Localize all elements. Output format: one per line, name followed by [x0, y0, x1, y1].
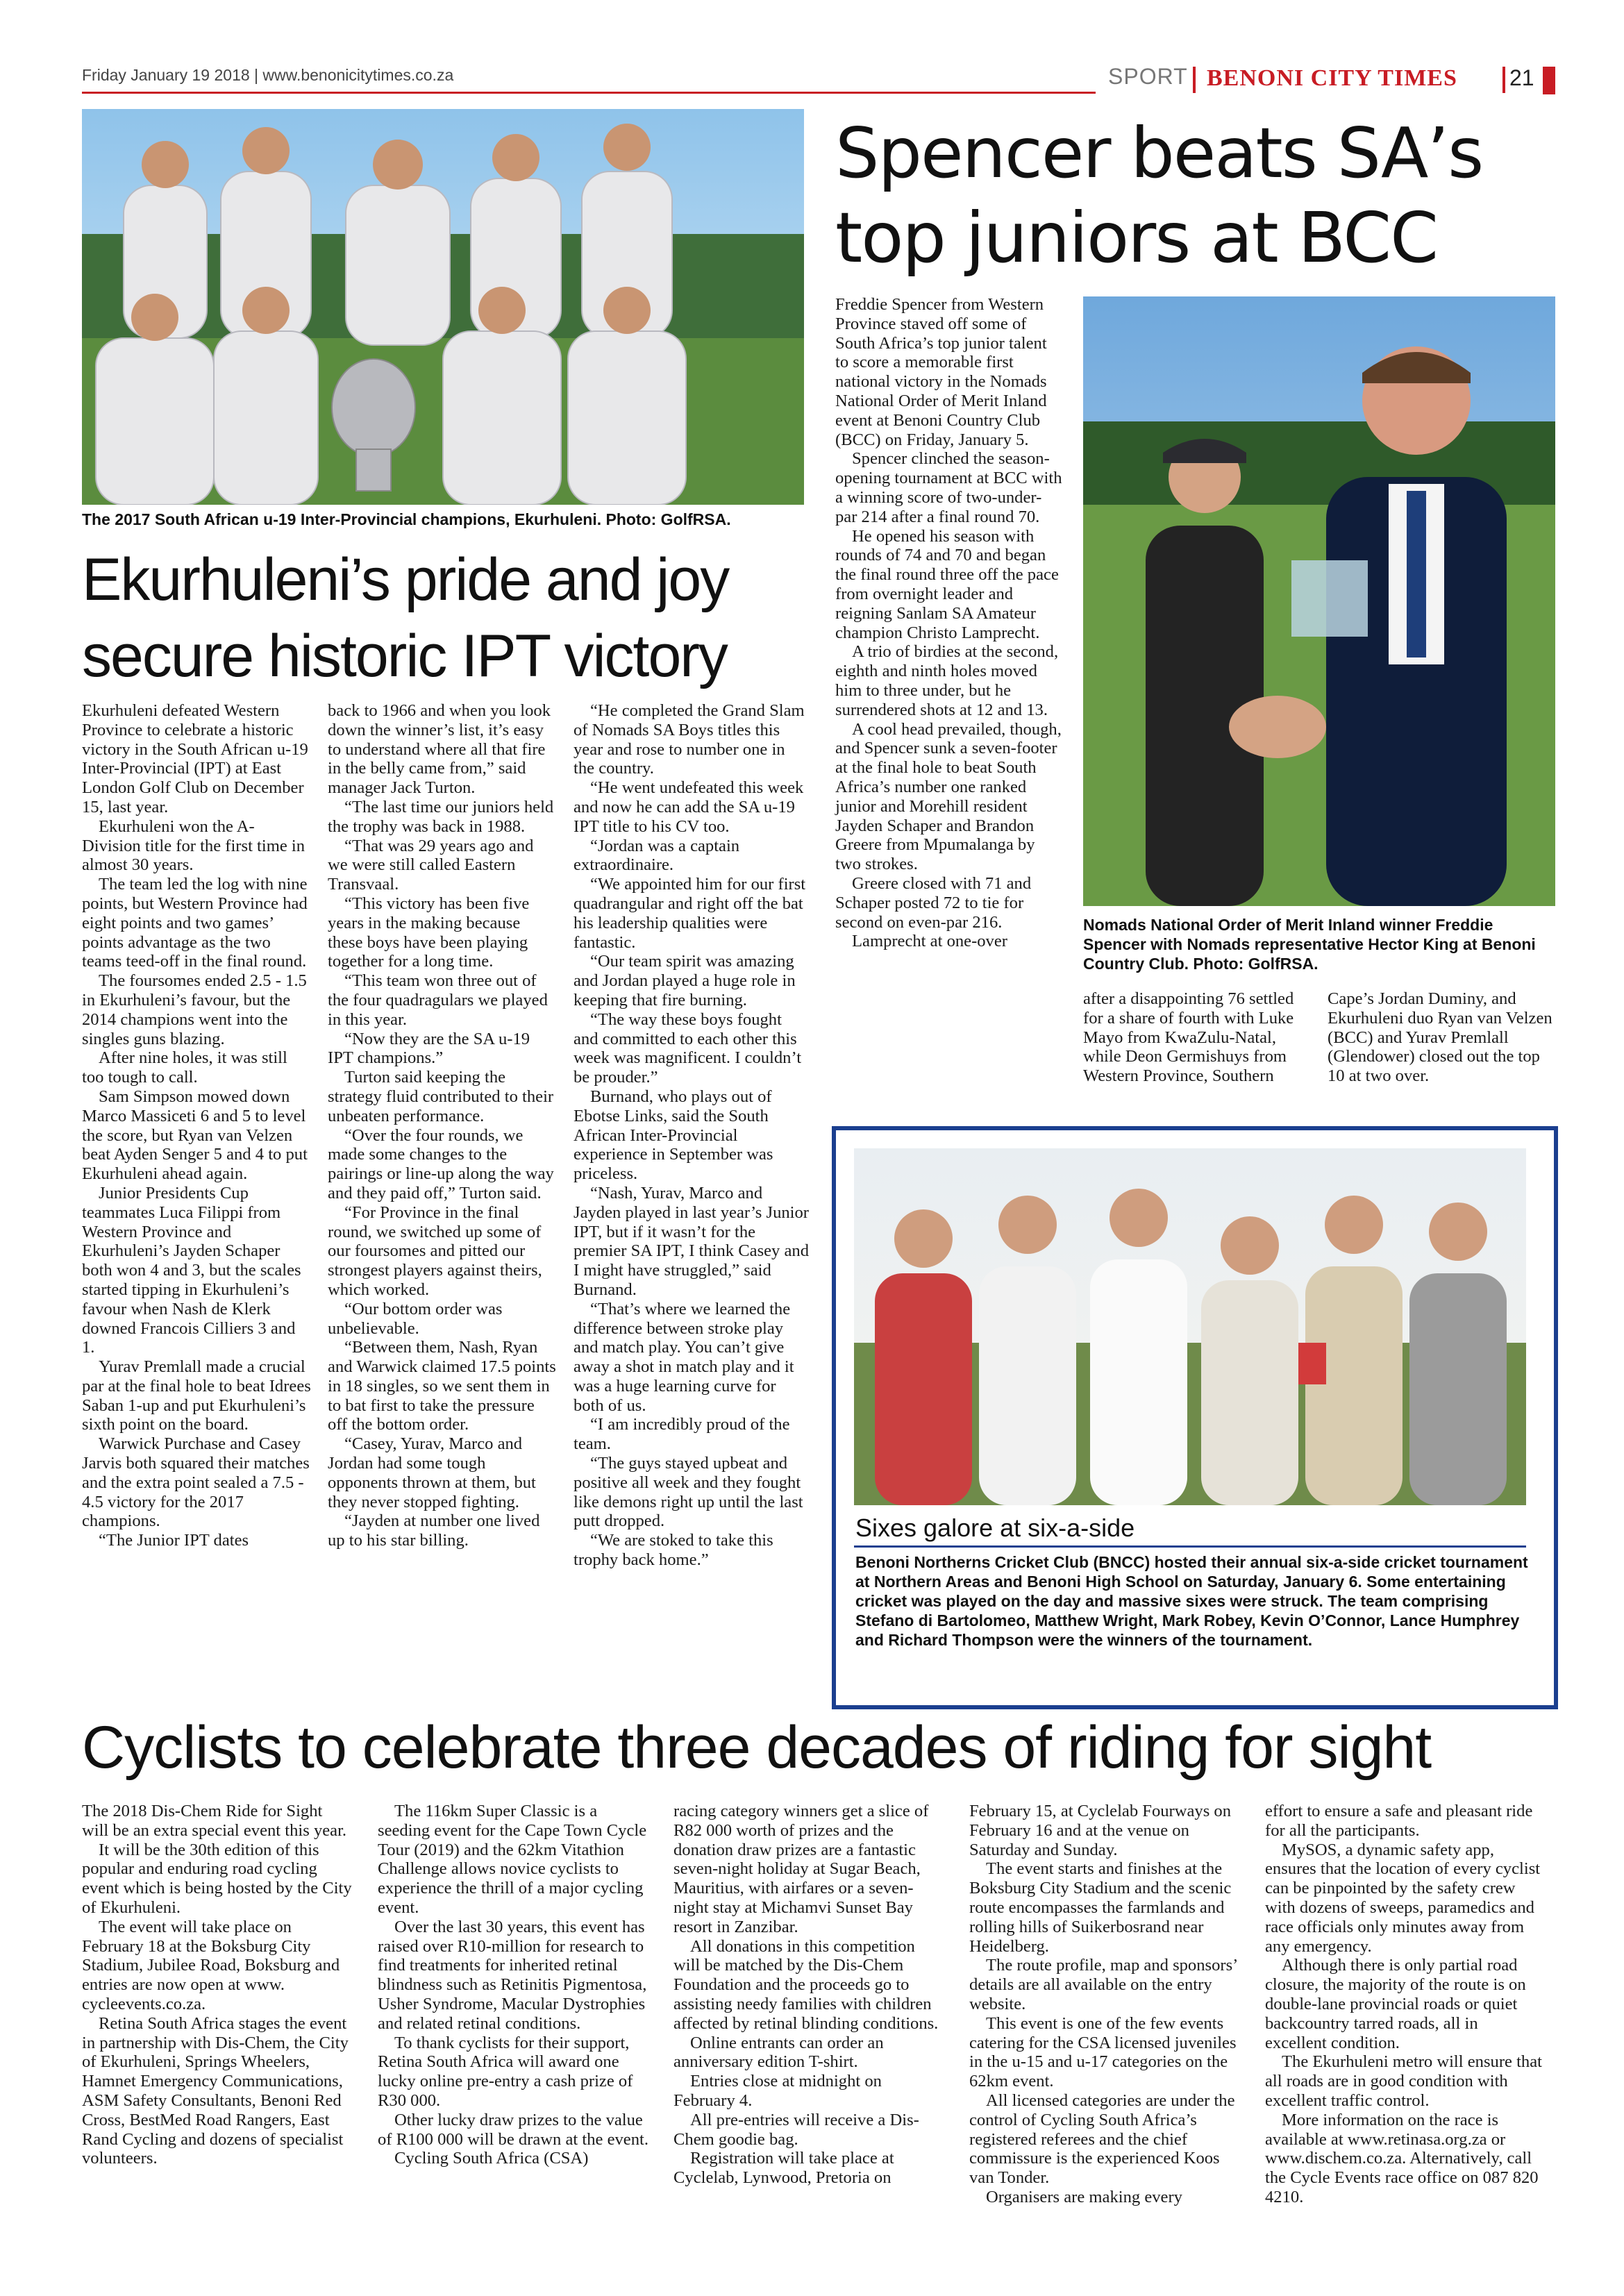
paragraph: Cycling South Africa (CSA): [394, 2149, 589, 2168]
cycle-column-2: [378, 1802, 648, 2168]
paragraph: After nine holes, it was still too tough to call.: [82, 1048, 287, 1087]
paragraph: after a disappointing 76 settled for a share of fourth with Luke Mayo from KwaZulu-Natal, while Deon Germishuys from Western Province, Southern: [1083, 989, 1294, 1086]
paragraph: “I am incredibly proud of the team.: [574, 1415, 790, 1454]
paragraph: The route profile, map and sponsors’ details are all available on the entry website.: [969, 1956, 1237, 2013]
paragraph: Burnand, who plays out of Ebotse Links, said the South African Inter-Provincial experience in September was priceless.: [574, 1087, 773, 1184]
paragraph: “We appointed him for our first quadrangular and right off the bat his leadership qualities were fantastic.: [574, 875, 806, 952]
paragraph: Registration will take place at Cyclelab, Lynwood, Pretoria on: [673, 2149, 894, 2188]
ipt-photo-caption: The 2017 South African u-19 Inter-Provincial champions, Ekurhuleni. Photo: GolfRSA.: [82, 510, 731, 528]
spencer-headline: Spencer beats SA’s top juniors at BCC: [835, 112, 1483, 278]
paragraph: All licensed categories are under the control of Cycling South Africa’s registered referees and the chief commissure is the experienced Koos van Tonder.: [969, 2090, 1235, 2188]
paragraph: More information on the race is available at www.retinasa.org.za or www.dischem.co.za. Alternatively, call the Cycle Events race office on 087 820 4210.: [1265, 2110, 1539, 2206]
paragraph: This event is one of the few events catering for the CSA licensed juveniles in the u-15 and u-17 categories on the 62km event.: [969, 2013, 1237, 2091]
paragraph: He opened his season with rounds of 74 and 70 and began the final round three off the pace from overnight leader and reigning Sanlam SA Amateur champion Christo Lamprecht.: [835, 526, 1059, 642]
cricket-caption: Benoni Northerns Cricket Club (BNCC) hosted their annual six-a-side cricket tournament at Northern Areas and Benoni High School on Saturday, January 6. Some entertaining cricket was played on the day and massive sixes were struck. The team comprising Stefano di Bartolomeo, Matthew Wright, Mark Robey, Kevin O’Connor, Lance Humphrey and Richard Thompson were the winners of the tournament.: [855, 1553, 1528, 1649]
paragraph: “That’s where we learned the difference between stroke play and match play. You can’t give away a shot in match play and it was a huge learning curve for both of us.: [574, 1299, 794, 1415]
paragraph: “Over the four rounds, we made some changes to the pairings or line-up along the way and they paid off,” Turton said.: [328, 1125, 554, 1203]
paragraph: Entries close at midnight on February 4.: [673, 2072, 882, 2110]
cricket-rule: [854, 1545, 1526, 1548]
ipt-column-3: [574, 701, 810, 1570]
cycle-column-5: [1265, 1802, 1543, 2207]
paragraph: “Now they are the SA u-19 IPT champions.”: [328, 1029, 530, 1068]
paragraph: “He completed the Grand Slam of Nomads SA Boys titles this year and rose to number one in the country.: [574, 701, 805, 778]
paragraph: Greere closed with 71 and Schaper posted 72 to tie for second on even-par 216.: [835, 873, 1032, 932]
spencer-column-1: [835, 295, 1063, 951]
paragraph: “Between them, Nash, Ryan and Warwick claimed 17.5 points in 18 singles, so we sent them in to bat first to take the pressure off the bottom order.: [328, 1338, 556, 1434]
paragraph: A cool head prevailed, though, and Spencer sunk a seven-footer at the final hole to beat South Africa’s number one ranked junior and Morehill resident Jayden Schaper and Brandon Greere from Mpumalanga by two strokes.: [835, 719, 1062, 874]
header-red-block: [1543, 67, 1555, 94]
spencer-trophy-photo: [1083, 296, 1555, 906]
paragraph: “The last time our juniors held the trophy was back in 1988.: [328, 797, 554, 836]
ipt-team-photo: [82, 109, 804, 505]
paragraph: All pre-entries will receive a Dis-Chem goodie bag.: [673, 2110, 919, 2149]
paragraph: Ekurhuleni won the A-Division title for the first time in almost 30 years.: [82, 816, 305, 875]
paragraph: “We are stoked to take this trophy back home.”: [574, 1531, 773, 1570]
header-section: SPORT: [1108, 64, 1188, 89]
cycle-column-1: [82, 1802, 353, 2168]
paragraph: “Nash, Yurav, Marco and Jayden played in last year’s Junior IPT, but if it wasn’t for the premier SA IPT, I think Casey and I might have struggled,” said Burnand.: [574, 1183, 810, 1299]
paragraph: Sam Simpson mowed down Marco Massiceti 6 and 5 to level the score, but Ryan van Velzen beat Ayden Senger 5 and 4 to put Ekurhuleni ahead again.: [82, 1087, 308, 1184]
spencer-column-2: [1083, 989, 1312, 1086]
paragraph: effort to ensure a safe and pleasant ride for all the participants.: [1265, 1802, 1533, 1840]
paragraph: The 2018 Dis-Chem Ride for Sight will be an extra special event this year.: [82, 1802, 347, 1840]
paragraph: “This victory has been five years in the making because these boys have been playing together for a long time.: [328, 894, 530, 971]
paragraph: Cape’s Jordan Duminy, and Ekurhuleni duo Ryan van Velzen (BCC) and Yurav Premlall (Glendower) closed out the top 10 at two over.: [1328, 989, 1552, 1086]
paragraph: Turton said keeping the strategy fluid contributed to their unbeaten performance.: [328, 1068, 554, 1125]
cricket-title: Sixes galore at six-a-side: [855, 1514, 1135, 1542]
spencer-column-3: [1328, 989, 1557, 1086]
paragraph: Over the last 30 years, this event has raised over R10-million for research to find treatments for inherited retinal blindness such as Retinitis Pigmentosa, Usher Syndrome, Macular Dystrophies and related retinal conditions.: [378, 1917, 647, 2033]
cycle-headline: Cyclists to celebrate three decades of riding for sight: [82, 1714, 1432, 1781]
paragraph: To thank cyclists for their support, Retina South Africa will award one lucky online pre-entry a cash prize of R30 000.: [378, 2033, 633, 2110]
paragraph: Ekurhuleni defeated Western Province to celebrate a historic victory in the South African u-19 Inter-Provincial (IPT) at East London Golf Club on December 15, last year.: [82, 701, 308, 816]
paragraph: “The guys stayed upbeat and positive all week and they fought like demons right up until the last putt dropped.: [574, 1454, 803, 1531]
paragraph: Freddie Spencer from Western Province staved off some of South Africa’s top junior talent to score a memorable first national victory in the Nomads National Order of Merit Inland event at Benoni Country Club (BCC) on Friday, January 5.: [835, 295, 1047, 449]
cricket-team-photo: [854, 1148, 1526, 1505]
header-separator: [1193, 67, 1196, 93]
paragraph: All donations in this competition will be matched by the Dis-Chem Foundation and the proceeds go to assisting needy families with children affected by retinal blinding conditions.: [673, 1936, 939, 2033]
paragraph: Warwick Purchase and Casey Jarvis both squared their matches and the extra point sealed a 7.5 - 4.5 victory for the 2017 champions.: [82, 1434, 310, 1531]
paragraph: The Ekurhuleni metro will ensure that all roads are in good condition with excellent traffic control.: [1265, 2052, 1542, 2110]
paragraph: “This team won three out of the four quadragulars we played in this year.: [328, 971, 548, 1029]
spencer-photo-caption: Nomads National Order of Merit Inland winner Freddie Spencer with Nomads representative Hector King at Benoni Country Club. Photo: GolfRSA.: [1083, 916, 1536, 973]
paragraph: The team led the log with nine points, but Western Province had eight points and two games’ points advantage as the two teams teed-off in the final round.: [82, 875, 308, 971]
paragraph: racing category winners get a slice of R82 000 worth of prizes and the donation draw prizes are a fantastic seven-night holiday at Sugar Beach, Mauritius, with airfares or a seven-night stay at Michamvi Sunset Bay resort in Zanzibar.: [673, 1802, 929, 1936]
paragraph: The event starts and finishes at the Boksburg City Stadium and the scenic route encompasses the farmlands and rolling hills of Suikerbosrand near Heidelberg.: [969, 1859, 1232, 1956]
header-paper-name: BENONI CITY TIMES: [1207, 65, 1457, 91]
paragraph: Yurav Premlall made a crucial par at the final hole to beat Idrees Saban 1-up and put Ekurhuleni’s sixth point on the board.: [82, 1357, 311, 1434]
paragraph: Online entrants can order an anniversary edition T-shirt.: [673, 2033, 884, 2072]
paragraph: Organisers are making every: [986, 2187, 1182, 2206]
header-date-site: Friday January 19 2018 | www.benonicitytimes.co.za: [82, 66, 454, 84]
header-separator: [1502, 67, 1505, 93]
paragraph: February 15, at Cyclelab Fourways on February 16 and at the venue on Saturday and Sunday.: [969, 1802, 1232, 1859]
cycle-column-4: [969, 1802, 1240, 2207]
paragraph: A trio of birdies at the second, eighth and ninth holes moved him to three under, but he surrendered shots at 12 and 13.: [835, 642, 1059, 719]
paragraph: “The Junior IPT dates: [99, 1531, 249, 1550]
header-page-number: 21: [1509, 65, 1534, 90]
ipt-column-1: [82, 701, 311, 1550]
paragraph: “That was 29 years ago and we were still called Eastern Transvaal.: [328, 836, 534, 894]
paragraph: “He went undefeated this week and now he can add the SA u-19 IPT title to his CV too.: [574, 778, 804, 836]
paragraph: Retina South Africa stages the event in partnership with Dis-Chem, the City of Ekurhuleni, Springs Wheelers, Hamnet Emergency Communications, ASM Safety Consultants, Benoni Red Cross, BestMed Road Rangers, East Rand Cycling and dozens of specialist volunteers.: [82, 2013, 349, 2168]
paragraph: “Our bottom order was unbelievable.: [328, 1299, 503, 1338]
paragraph: “Jayden at number one lived up to his star billing.: [328, 1511, 540, 1550]
paragraph: Junior Presidents Cup teammates Luca Filippi from Western Province and Ekurhuleni’s Jayden Schaper both won 4 and 3, but the scales started tipping in Ekurhuleni’s favour when Nash de Klerk downed Francois Cilliers 3 and 1.: [82, 1183, 301, 1357]
ipt-headline: Ekurhuleni’s pride and joy secure historic IPT victory: [82, 546, 729, 689]
ipt-column-2: [328, 701, 557, 1550]
paragraph: “Our team spirit was amazing and Jordan played a huge role in keeping that fire burning.: [574, 952, 796, 1009]
paragraph: The 116km Super Classic is a seeding event for the Cape Town Cycle Tour (2019) and the 62km Vitathion Challenge allows novice cyclists to experience the thrill of a major cycling event.: [378, 1802, 647, 1917]
paragraph: “Casey, Yurav, Marco and Jordan had some tough opponents thrown at them, but they never stopped fighting.: [328, 1434, 536, 1511]
paragraph: It will be the 30th edition of this popular and enduring road cycling event which is being hosted by the City of Ekurhuleni.: [82, 1840, 352, 1917]
paragraph: Lamprecht at one-over: [852, 932, 1007, 951]
paragraph: “Jordan was a captain extraordinaire.: [574, 836, 740, 875]
paragraph: “For Province in the final round, we switched up some of our foursomes and pitted our strongest players against theirs, which worked.: [328, 1203, 542, 1299]
header-rule: [82, 92, 1096, 94]
cycle-column-3: [673, 1802, 944, 2188]
paragraph: The foursomes ended 2.5 - 1.5 in Ekurhuleni’s favour, but the 2014 champions went into the singles guns blazing.: [82, 971, 307, 1048]
paragraph: “The way these boys fought and committed to each other this week was magnificent. I couldn’t be prouder.”: [574, 1009, 802, 1087]
paragraph: Although there is only partial road closure, the majority of the route is on double-lane provincial roads or quiet backcountry tarred roads, all in excellent condition.: [1265, 1956, 1526, 2052]
paragraph: Spencer clinched the season-opening tournament at BCC with a winning score of two-under-par 214 after a final round 70.: [835, 449, 1062, 526]
paragraph: back to 1966 and when you look down the winner’s list, it’s easy to understand where all that fire in the belly came from,” said manager Jack Turton.: [328, 701, 551, 798]
paragraph: Other lucky draw prizes to the value of R100 000 will be drawn at the event.: [378, 2110, 648, 2149]
paragraph: The event will take place on February 18 at the Boksburg City Stadium, Jubilee Road, Boksburg and entries are now open at www. cycleevents.co.za.: [82, 1917, 340, 2013]
paragraph: MySOS, a dynamic safety app, ensures that the location of every cyclist can be pinpointed by the safety crew with dozens of sweeps, paramedics and race officials only minutes away from any emergency.: [1265, 1840, 1541, 1956]
